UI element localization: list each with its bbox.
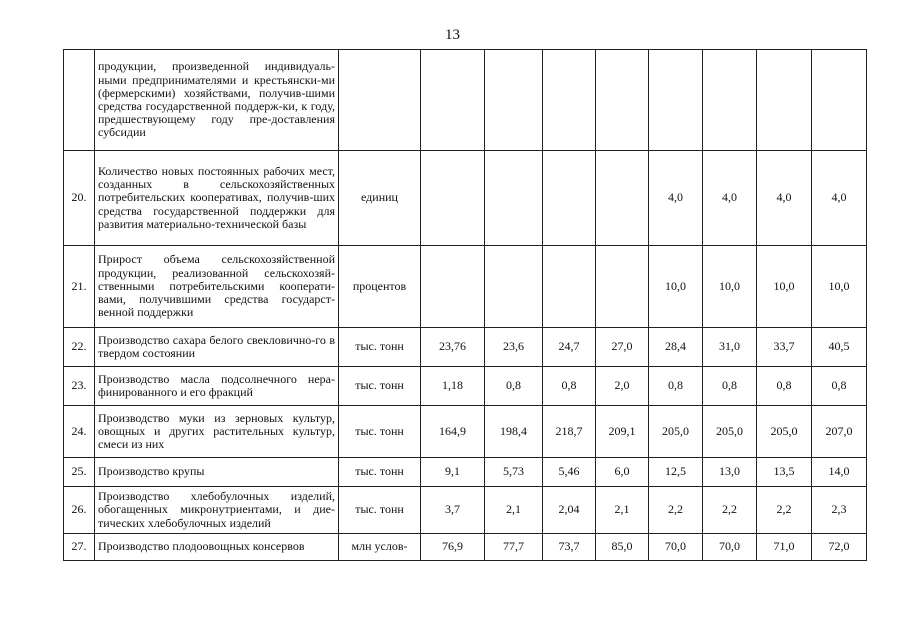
value-cell: 2,04 bbox=[543, 487, 596, 534]
value-cell bbox=[421, 50, 485, 151]
row-number: 21. bbox=[64, 246, 95, 328]
value-cell: 0,8 bbox=[485, 367, 543, 406]
value-cell bbox=[596, 246, 649, 328]
unit-cell: тыс. тонн bbox=[339, 487, 421, 534]
value-cell: 0,8 bbox=[703, 367, 757, 406]
unit-cell: тыс. тонн bbox=[339, 328, 421, 367]
indicator-name: Прирост объема сельскохозяйственной продукции, реализованной сельскохозяй-ственными потребительскими кооперати-вами, получившими средства государст-венной поддержки bbox=[95, 246, 339, 328]
row-number: 24. bbox=[64, 406, 95, 458]
indicator-name: Производство плодоовощных консервов bbox=[95, 534, 339, 561]
value-cell: 2,2 bbox=[649, 487, 703, 534]
table-row bbox=[64, 406, 867, 458]
value-cell: 164,9 bbox=[421, 406, 485, 458]
value-cell: 27,0 bbox=[596, 328, 649, 367]
indicator-name: Количество новых постоянных рабочих мест, созданных в сельскохозяйственных потребительских кооперативах, получив-ших средства государственной поддержки для развития материально-технической базы bbox=[95, 151, 339, 246]
value-cell bbox=[812, 50, 867, 151]
value-cell: 10,0 bbox=[757, 246, 812, 328]
value-cell: 3,7 bbox=[421, 487, 485, 534]
value-cell: 9,1 bbox=[421, 458, 485, 487]
unit-cell bbox=[339, 50, 421, 151]
unit-cell: тыс. тонн bbox=[339, 367, 421, 406]
value-cell bbox=[485, 50, 543, 151]
table-row bbox=[64, 487, 867, 534]
value-cell: 14,0 bbox=[812, 458, 867, 487]
value-cell: 12,5 bbox=[649, 458, 703, 487]
value-cell: 2,1 bbox=[485, 487, 543, 534]
row-number: 22. bbox=[64, 328, 95, 367]
value-cell: 207,0 bbox=[812, 406, 867, 458]
row-number: 20. bbox=[64, 151, 95, 246]
value-cell: 23,76 bbox=[421, 328, 485, 367]
unit-cell: процентов bbox=[339, 246, 421, 328]
value-cell: 10,0 bbox=[703, 246, 757, 328]
value-cell bbox=[543, 246, 596, 328]
value-cell bbox=[485, 151, 543, 246]
value-cell bbox=[649, 50, 703, 151]
indicator-name: Производство хлебобулочных изделий, обогащенных микронутриентами, и дие-тических хлебобулочных изделий bbox=[95, 487, 339, 534]
table-row bbox=[64, 534, 867, 561]
value-cell: 70,0 bbox=[649, 534, 703, 561]
value-cell: 205,0 bbox=[649, 406, 703, 458]
value-cell: 205,0 bbox=[757, 406, 812, 458]
value-cell: 4,0 bbox=[649, 151, 703, 246]
row-number: 25. bbox=[64, 458, 95, 487]
value-cell bbox=[485, 246, 543, 328]
value-cell: 2,1 bbox=[596, 487, 649, 534]
value-cell: 2,3 bbox=[812, 487, 867, 534]
value-cell: 72,0 bbox=[812, 534, 867, 561]
value-cell: 33,7 bbox=[757, 328, 812, 367]
row-number: 27. bbox=[64, 534, 95, 561]
value-cell bbox=[757, 50, 812, 151]
value-cell: 71,0 bbox=[757, 534, 812, 561]
indicators-table bbox=[63, 49, 867, 561]
value-cell: 13,5 bbox=[757, 458, 812, 487]
value-cell bbox=[421, 151, 485, 246]
value-cell: 6,0 bbox=[596, 458, 649, 487]
value-cell: 70,0 bbox=[703, 534, 757, 561]
value-cell: 85,0 bbox=[596, 534, 649, 561]
value-cell: 31,0 bbox=[703, 328, 757, 367]
table-row bbox=[64, 328, 867, 367]
unit-cell: тыс. тонн bbox=[339, 458, 421, 487]
value-cell: 209,1 bbox=[596, 406, 649, 458]
value-cell: 4,0 bbox=[703, 151, 757, 246]
value-cell: 198,4 bbox=[485, 406, 543, 458]
value-cell: 10,0 bbox=[812, 246, 867, 328]
value-cell: 218,7 bbox=[543, 406, 596, 458]
value-cell: 13,0 bbox=[703, 458, 757, 487]
value-cell: 10,0 bbox=[649, 246, 703, 328]
table-row bbox=[64, 367, 867, 406]
value-cell bbox=[703, 50, 757, 151]
indicator-name: продукции, произведенной индивидуаль-ными предпринимателями и крестьянски-ми (фермерскими) хозяйствами, получив-шими средства государственной поддерж-ки, к году, предшествующему году пре-доставления субсидии bbox=[95, 50, 339, 151]
value-cell: 5,73 bbox=[485, 458, 543, 487]
value-cell: 0,8 bbox=[812, 367, 867, 406]
value-cell: 2,2 bbox=[757, 487, 812, 534]
table-row bbox=[64, 151, 867, 246]
value-cell: 1,18 bbox=[421, 367, 485, 406]
indicator-name: Производство крупы bbox=[95, 458, 339, 487]
unit-cell: единиц bbox=[339, 151, 421, 246]
value-cell bbox=[543, 50, 596, 151]
value-cell bbox=[596, 50, 649, 151]
unit-cell: тыс. тонн bbox=[339, 406, 421, 458]
table-row bbox=[64, 458, 867, 487]
value-cell: 0,8 bbox=[649, 367, 703, 406]
value-cell: 0,8 bbox=[543, 367, 596, 406]
indicator-name: Производство масла подсолнечного нера-финированного и его фракций bbox=[95, 367, 339, 406]
value-cell: 23,6 bbox=[485, 328, 543, 367]
value-cell: 4,0 bbox=[812, 151, 867, 246]
indicator-name: Производство муки из зерновых культур, овощных и других растительных культур, смеси из них bbox=[95, 406, 339, 458]
value-cell bbox=[596, 151, 649, 246]
value-cell: 4,0 bbox=[757, 151, 812, 246]
value-cell bbox=[543, 151, 596, 246]
table-row bbox=[64, 246, 867, 328]
row-number: 26. bbox=[64, 487, 95, 534]
value-cell: 5,46 bbox=[543, 458, 596, 487]
value-cell bbox=[421, 246, 485, 328]
value-cell: 2,2 bbox=[703, 487, 757, 534]
value-cell: 0,8 bbox=[757, 367, 812, 406]
value-cell: 2,0 bbox=[596, 367, 649, 406]
row-number: 23. bbox=[64, 367, 95, 406]
unit-cell: млн услов- bbox=[339, 534, 421, 561]
indicator-name: Производство сахара белого свекловично-го в твердом состоянии bbox=[95, 328, 339, 367]
value-cell: 28,4 bbox=[649, 328, 703, 367]
table-row bbox=[64, 50, 867, 151]
value-cell: 77,7 bbox=[485, 534, 543, 561]
row-number bbox=[64, 50, 95, 151]
value-cell: 40,5 bbox=[812, 328, 867, 367]
value-cell: 205,0 bbox=[703, 406, 757, 458]
value-cell: 73,7 bbox=[543, 534, 596, 561]
page-number: 13 bbox=[445, 27, 460, 43]
value-cell: 76,9 bbox=[421, 534, 485, 561]
value-cell: 24,7 bbox=[543, 328, 596, 367]
